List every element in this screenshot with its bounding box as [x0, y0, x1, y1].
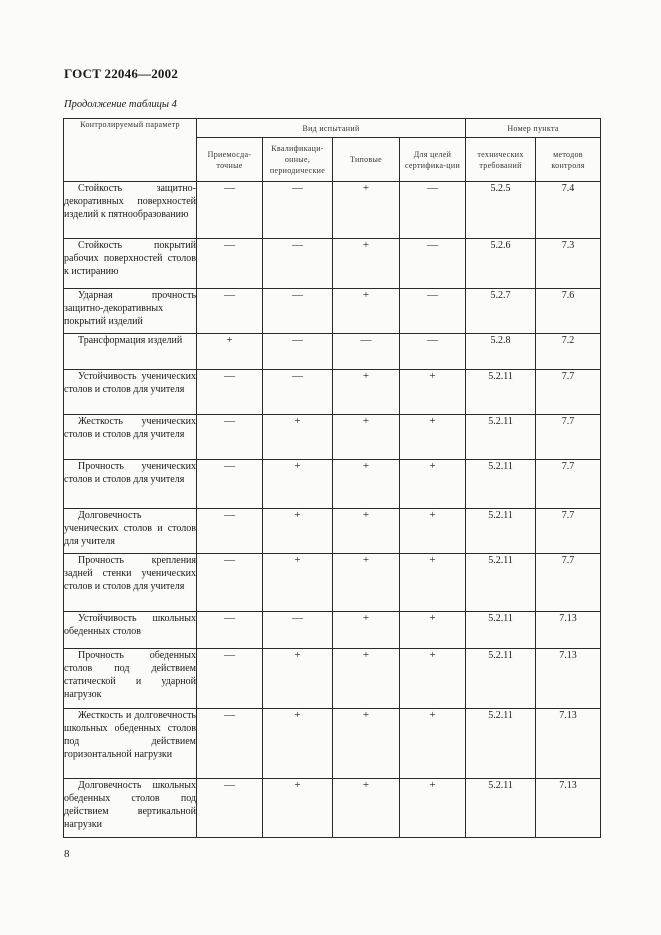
requirement-clause-cell: 5.2.8 [466, 334, 536, 370]
method-clause-cell: 7.3 [536, 239, 601, 289]
requirement-clause-cell: 5.2.11 [466, 612, 536, 649]
test-mark-cell: + [263, 460, 333, 509]
test-mark-cell: + [263, 509, 333, 554]
test-mark-cell: + [263, 554, 333, 612]
test-mark-cell: + [400, 612, 466, 649]
requirement-clause-cell: 5.2.11 [466, 415, 536, 460]
method-clause-cell: 7.13 [536, 612, 601, 649]
header-type-tests: Типовые [333, 138, 400, 182]
test-mark-cell: — [197, 289, 263, 334]
table-row [64, 649, 601, 709]
method-clause-cell: 7.4 [536, 182, 601, 239]
test-mark-cell: + [333, 779, 400, 838]
test-mark-cell: + [197, 334, 263, 370]
requirement-clause-cell: 5.2.11 [466, 370, 536, 415]
test-mark-cell: + [333, 182, 400, 239]
test-mark-cell: + [400, 779, 466, 838]
requirement-clause-cell: 5.2.5 [466, 182, 536, 239]
header-test-group: Вид испытаний [197, 119, 466, 138]
table-row [64, 289, 601, 334]
document-title: ГОСТ 22046—2002 [64, 66, 179, 81]
header-qualification: Квалификаци-онные, периодические [263, 138, 333, 182]
test-mark-cell: — [197, 460, 263, 509]
header-acceptance: Приемосда-точные [197, 138, 263, 182]
method-clause-cell: 7.7 [536, 460, 601, 509]
test-mark-cell: + [400, 709, 466, 779]
test-mark-cell: + [333, 554, 400, 612]
test-mark-cell: — [197, 182, 263, 239]
table-row [64, 370, 601, 415]
requirement-clause-cell: 5.2.6 [466, 239, 536, 289]
test-mark-cell: + [400, 554, 466, 612]
table-header [64, 119, 601, 182]
requirement-clause-cell: 5.2.11 [466, 509, 536, 554]
table-body [64, 182, 601, 838]
method-clause-cell: 7.7 [536, 415, 601, 460]
test-mark-cell: + [263, 415, 333, 460]
test-mark-cell: — [400, 334, 466, 370]
test-mark-cell: — [400, 239, 466, 289]
requirement-clause-cell: 5.2.11 [466, 460, 536, 509]
param-cell: Прочность ученических столов и столов для учителя [64, 460, 197, 509]
test-mark-cell: — [263, 182, 333, 239]
method-clause-cell: 7.13 [536, 709, 601, 779]
test-mark-cell: + [400, 415, 466, 460]
method-clause-cell: 7.6 [536, 289, 601, 334]
test-mark-cell: — [197, 415, 263, 460]
test-mark-cell: + [333, 709, 400, 779]
test-mark-cell: — [197, 709, 263, 779]
header-param: Контролируемый параметр [64, 119, 197, 182]
test-mark-cell: — [197, 554, 263, 612]
param-cell: Устойчивость школьных обеденных столов [64, 612, 197, 649]
param-cell: Прочность крепления задней стенки ученических столов и столов для учителя [64, 554, 197, 612]
test-mark-cell: + [263, 649, 333, 709]
test-mark-cell: — [197, 612, 263, 649]
test-mark-cell: + [400, 460, 466, 509]
param-cell: Прочность обеденных столов под действием статической и ударной нагрузок [64, 649, 197, 709]
requirement-clause-cell: 5.2.11 [466, 709, 536, 779]
table-row [64, 334, 601, 370]
test-mark-cell: — [263, 289, 333, 334]
test-requirements-table [63, 118, 601, 838]
test-mark-cell: — [400, 289, 466, 334]
test-mark-cell: — [263, 612, 333, 649]
test-mark-cell: + [263, 779, 333, 838]
test-mark-cell: + [333, 415, 400, 460]
requirement-clause-cell: 5.2.11 [466, 649, 536, 709]
test-mark-cell: — [197, 370, 263, 415]
header-number-group: Номер пункта [466, 119, 601, 138]
table-continuation-caption: Продолжение таблицы 4 [64, 99, 177, 110]
param-cell: Жесткость и долговечность школьных обеденных столов под действием горизонтальной нагрузки [64, 709, 197, 779]
test-mark-cell: — [197, 779, 263, 838]
test-mark-cell: + [333, 612, 400, 649]
test-mark-cell: — [197, 509, 263, 554]
table-row [64, 239, 601, 289]
param-cell: Ударная прочность защитно-декоративных покрытий изделий [64, 289, 197, 334]
method-clause-cell: 7.7 [536, 370, 601, 415]
test-mark-cell: + [333, 509, 400, 554]
param-cell: Стойкость покрытий рабочих поверхностей столов к истиранию [64, 239, 197, 289]
table-row [64, 415, 601, 460]
test-mark-cell: + [400, 509, 466, 554]
param-cell: Трансформация изделий [64, 334, 197, 370]
test-mark-cell: — [400, 182, 466, 239]
test-mark-cell: + [400, 370, 466, 415]
param-cell: Устойчивость ученических столов и столов для учителя [64, 370, 197, 415]
method-clause-cell: 7.7 [536, 509, 601, 554]
param-cell: Стойкость защитно-декоративных поверхностей изделий к пятнообразованию [64, 182, 197, 239]
requirement-clause-cell: 5.2.11 [466, 554, 536, 612]
method-clause-cell: 7.13 [536, 779, 601, 838]
table-row [64, 460, 601, 509]
header-tech-requirements: технических требований [466, 138, 536, 182]
test-mark-cell: + [333, 649, 400, 709]
param-cell: Жесткость ученических столов и столов для учителя [64, 415, 197, 460]
test-mark-cell: — [197, 239, 263, 289]
header-certification: Для целей сертифика-ции [400, 138, 466, 182]
method-clause-cell: 7.7 [536, 554, 601, 612]
page-number: 8 [64, 848, 70, 860]
table-row [64, 709, 601, 779]
test-mark-cell: — [333, 334, 400, 370]
test-mark-cell: + [400, 649, 466, 709]
test-mark-cell: — [263, 370, 333, 415]
test-mark-cell: + [333, 289, 400, 334]
table-row [64, 612, 601, 649]
requirement-clause-cell: 5.2.11 [466, 779, 536, 838]
requirement-clause-cell: 5.2.7 [466, 289, 536, 334]
test-mark-cell: + [333, 370, 400, 415]
table-row [64, 509, 601, 554]
param-cell: Долговечность ученических столов и столов для учителя [64, 509, 197, 554]
test-mark-cell: — [263, 239, 333, 289]
test-mark-cell: — [197, 649, 263, 709]
method-clause-cell: 7.2 [536, 334, 601, 370]
param-cell: Долговечность школьных обеденных столов под действием вертикальной нагрузки [64, 779, 197, 838]
test-mark-cell: — [263, 334, 333, 370]
test-mark-cell: + [333, 239, 400, 289]
test-mark-cell: + [333, 460, 400, 509]
header-control-methods: методов контроля [536, 138, 601, 182]
table-row [64, 182, 601, 239]
table-row [64, 779, 601, 838]
test-mark-cell: + [263, 709, 333, 779]
method-clause-cell: 7.13 [536, 649, 601, 709]
table-row [64, 554, 601, 612]
